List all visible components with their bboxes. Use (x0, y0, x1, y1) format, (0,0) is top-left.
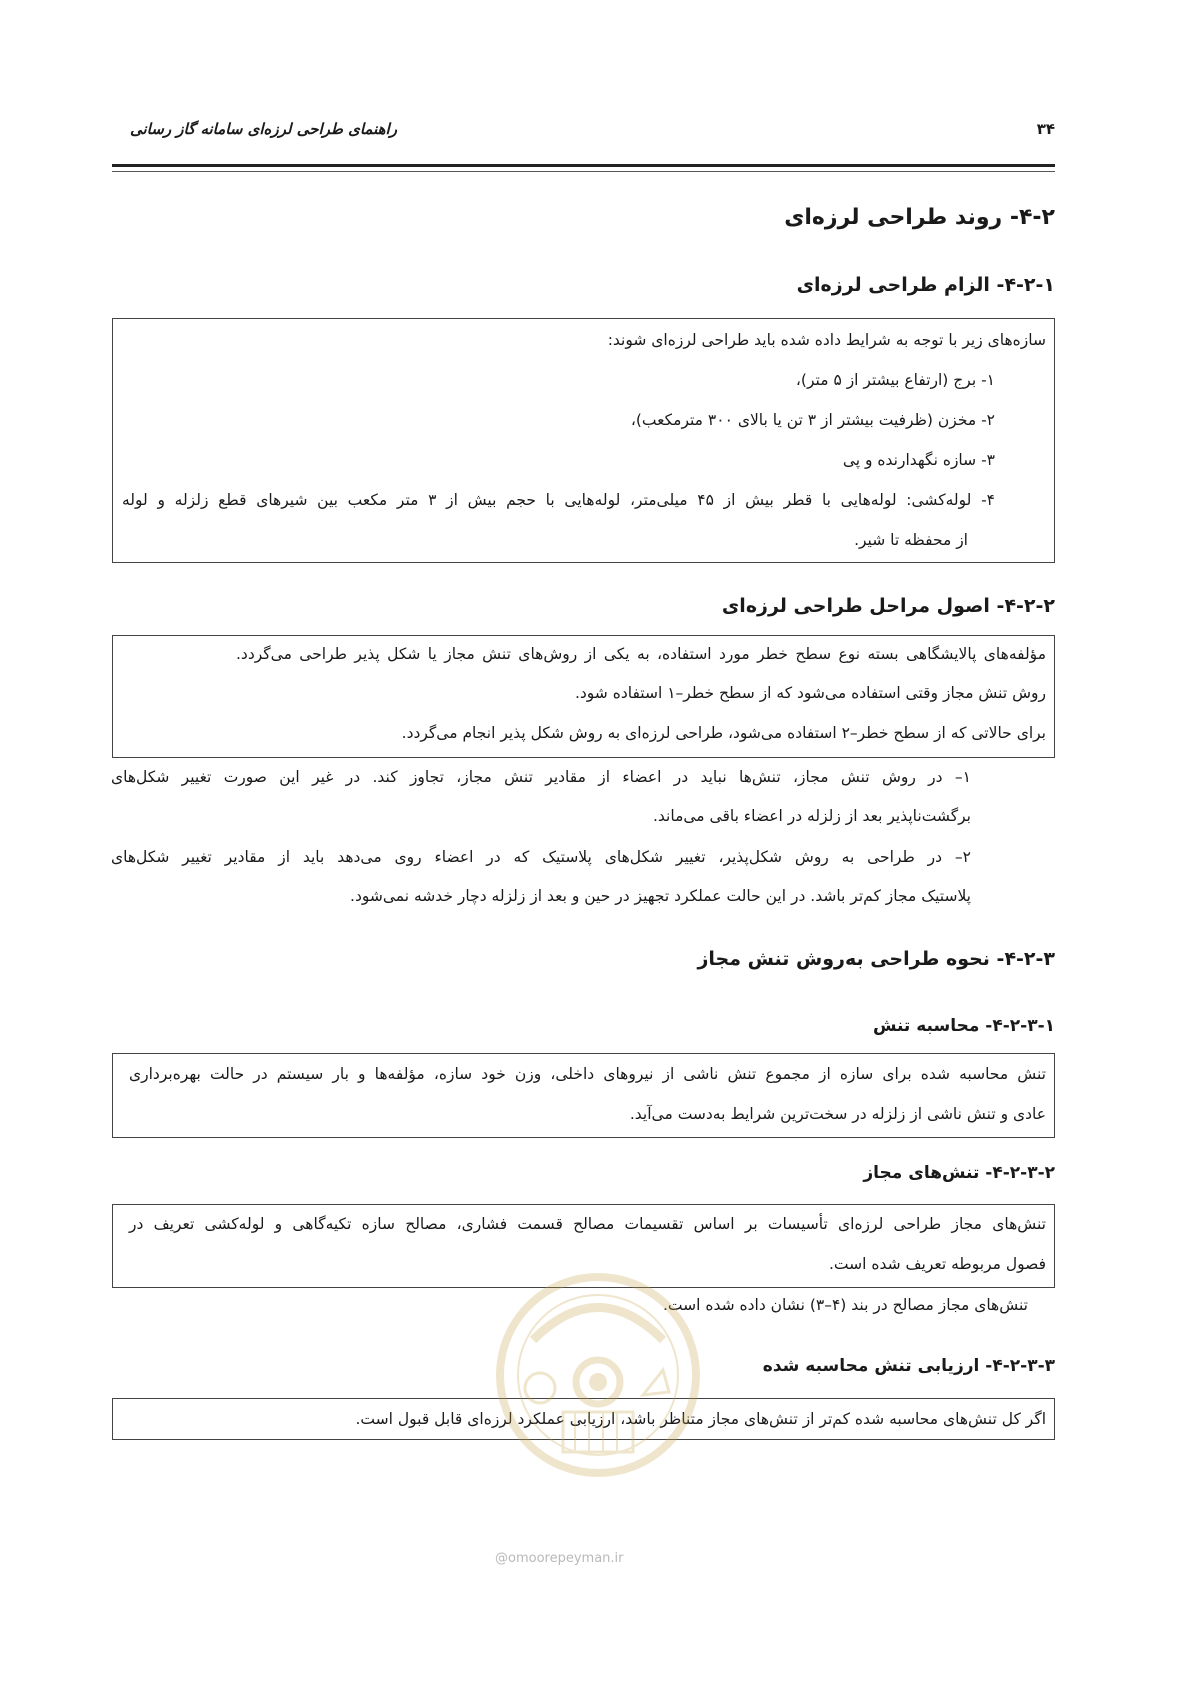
section-title-4-2-3: ۴-۲-۳- نحوه طراحی به‌روش تنش مجاز (697, 948, 1055, 970)
list-item: ۱– در روش تنش مجاز، تنش‌ها نباید در اعضاء از مقادیر تنش مجاز، تجاوز کند. در غیر این صورت تغییر شکل‌های (111, 768, 971, 786)
box-line: تنش محاسبه شده برای سازه از مجموع تنش ناشی از نیروهای داخلی، وزن خود سازه، مؤلفه‌ها و بار سیستم در حالت بهره‌برداری (129, 1065, 1046, 1083)
header-rule-thin (112, 171, 1055, 172)
stress-calc-box (112, 1053, 1055, 1138)
list-item: ۱- برج (ارتفاع بیشتر از ۵ متر)، (795, 371, 995, 389)
watermark-site: @omoorepeyman.ir (495, 1551, 624, 1566)
list-item: ۴- لوله‌کشی: لوله‌هایی با قطر بیش از ۴۵ میلی‌متر، لوله‌هایی با حجم بیش از ۳ متر مکعب بین شیرهای قطع زلزله و لوله (122, 491, 995, 509)
box-line: فصول مربوطه تعریف شده است. (828, 1255, 1046, 1273)
principles-box (112, 635, 1055, 758)
box-line: اگر کل تنش‌های محاسبه شده کم‌تر از تنش‌های مجاز متناظر باشد، ارزیابی عملکرد لرزه‌ای قابل قبول است. (355, 1410, 1046, 1428)
principles-line: برای حالاتی که از سطح خطر–۲ استفاده می‌شود، طراحی لرزه‌ای به روش شکل پذیر انجام می‌گردد. (401, 724, 1046, 742)
list-item-continuation: پلاستیک مجاز کم‌تر باشد. در این حالت عملکرد تجهیز در حین و بعد از زلزله دچار خدشه نمی‌شود. (350, 887, 971, 905)
box-line: عادی و تنش ناشی از زلزله در سخت‌ترین شرایط به‌دست می‌آید. (629, 1105, 1046, 1123)
list-item-continuation: از محفظه تا شیر. (854, 531, 968, 549)
list-item: ۳- سازه نگهدارنده و پی (842, 451, 995, 469)
running-header (112, 120, 1055, 144)
page-number: ۳۴ (1036, 120, 1055, 138)
requirement-box (112, 318, 1055, 563)
allowable-stress-note: تنش‌های مجاز مصالح در بند (۴–۳) نشان داده شده است. (662, 1296, 1028, 1314)
box-line: تنش‌های مجاز طراحی لرزه‌ای تأسیسات بر اساس تقسیمات مصالح قسمت فشاری، مصالح سازه تکیه‌گاهی و لوله‌کشی تعریف در (129, 1215, 1046, 1233)
list-item-continuation: برگشت‌ناپذیر بعد از زلزله در اعضاء باقی می‌ماند. (652, 807, 971, 825)
running-title: راهنمای طراحی لرزه‌ای سامانه گاز رسانی (130, 120, 397, 138)
watermark-seal-logo (493, 1270, 703, 1485)
section-title-4-2-1: ۴-۲-۱- الزام طراحی لرزه‌ای (796, 274, 1055, 296)
header-rule-thick (112, 164, 1055, 167)
section-title-4-2-2: ۴-۲-۲- اصول مراحل طراحی لرزه‌ای (721, 595, 1055, 617)
section-title-4-2-3-3: ۴-۲-۳-۳- ارزیابی تنش محاسبه شده (762, 1356, 1055, 1376)
requirement-intro: سازه‌های زیر با توجه به شرایط داده شده باید طراحی لرزه‌ای شوند: (607, 331, 1046, 349)
principles-line: مؤلفه‌های پالایشگاهی بسته نوع سطح خطر مورد استفاده، به یکی از روش‌های تنش مجاز یا شکل پذیر طراحی می‌گردد. (236, 645, 1046, 663)
section-title-4-2: ۴-۲- روند طراحی لرزه‌ای (784, 205, 1055, 230)
principles-line: روش تنش مجاز وقتی استفاده می‌شود که از سطح خطر–۱ استفاده شود. (574, 684, 1046, 702)
section-title-4-2-3-2: ۴-۲-۳-۲- تنش‌های مجاز (863, 1163, 1055, 1183)
section-title-4-2-3-1: ۴-۲-۳-۱- محاسبه تنش (872, 1016, 1055, 1036)
list-item: ۲– در طراحی به روش شکل‌پذیر، تغییر شکل‌های پلاستیک که در اعضاء روی می‌دهد باید از مقادیر تغییر شکل‌های (111, 848, 971, 866)
list-item: ۲- مخزن (ظرفیت بیشتر از ۳ تن یا بالای ۳۰۰ مترمکعب)، (630, 411, 995, 429)
